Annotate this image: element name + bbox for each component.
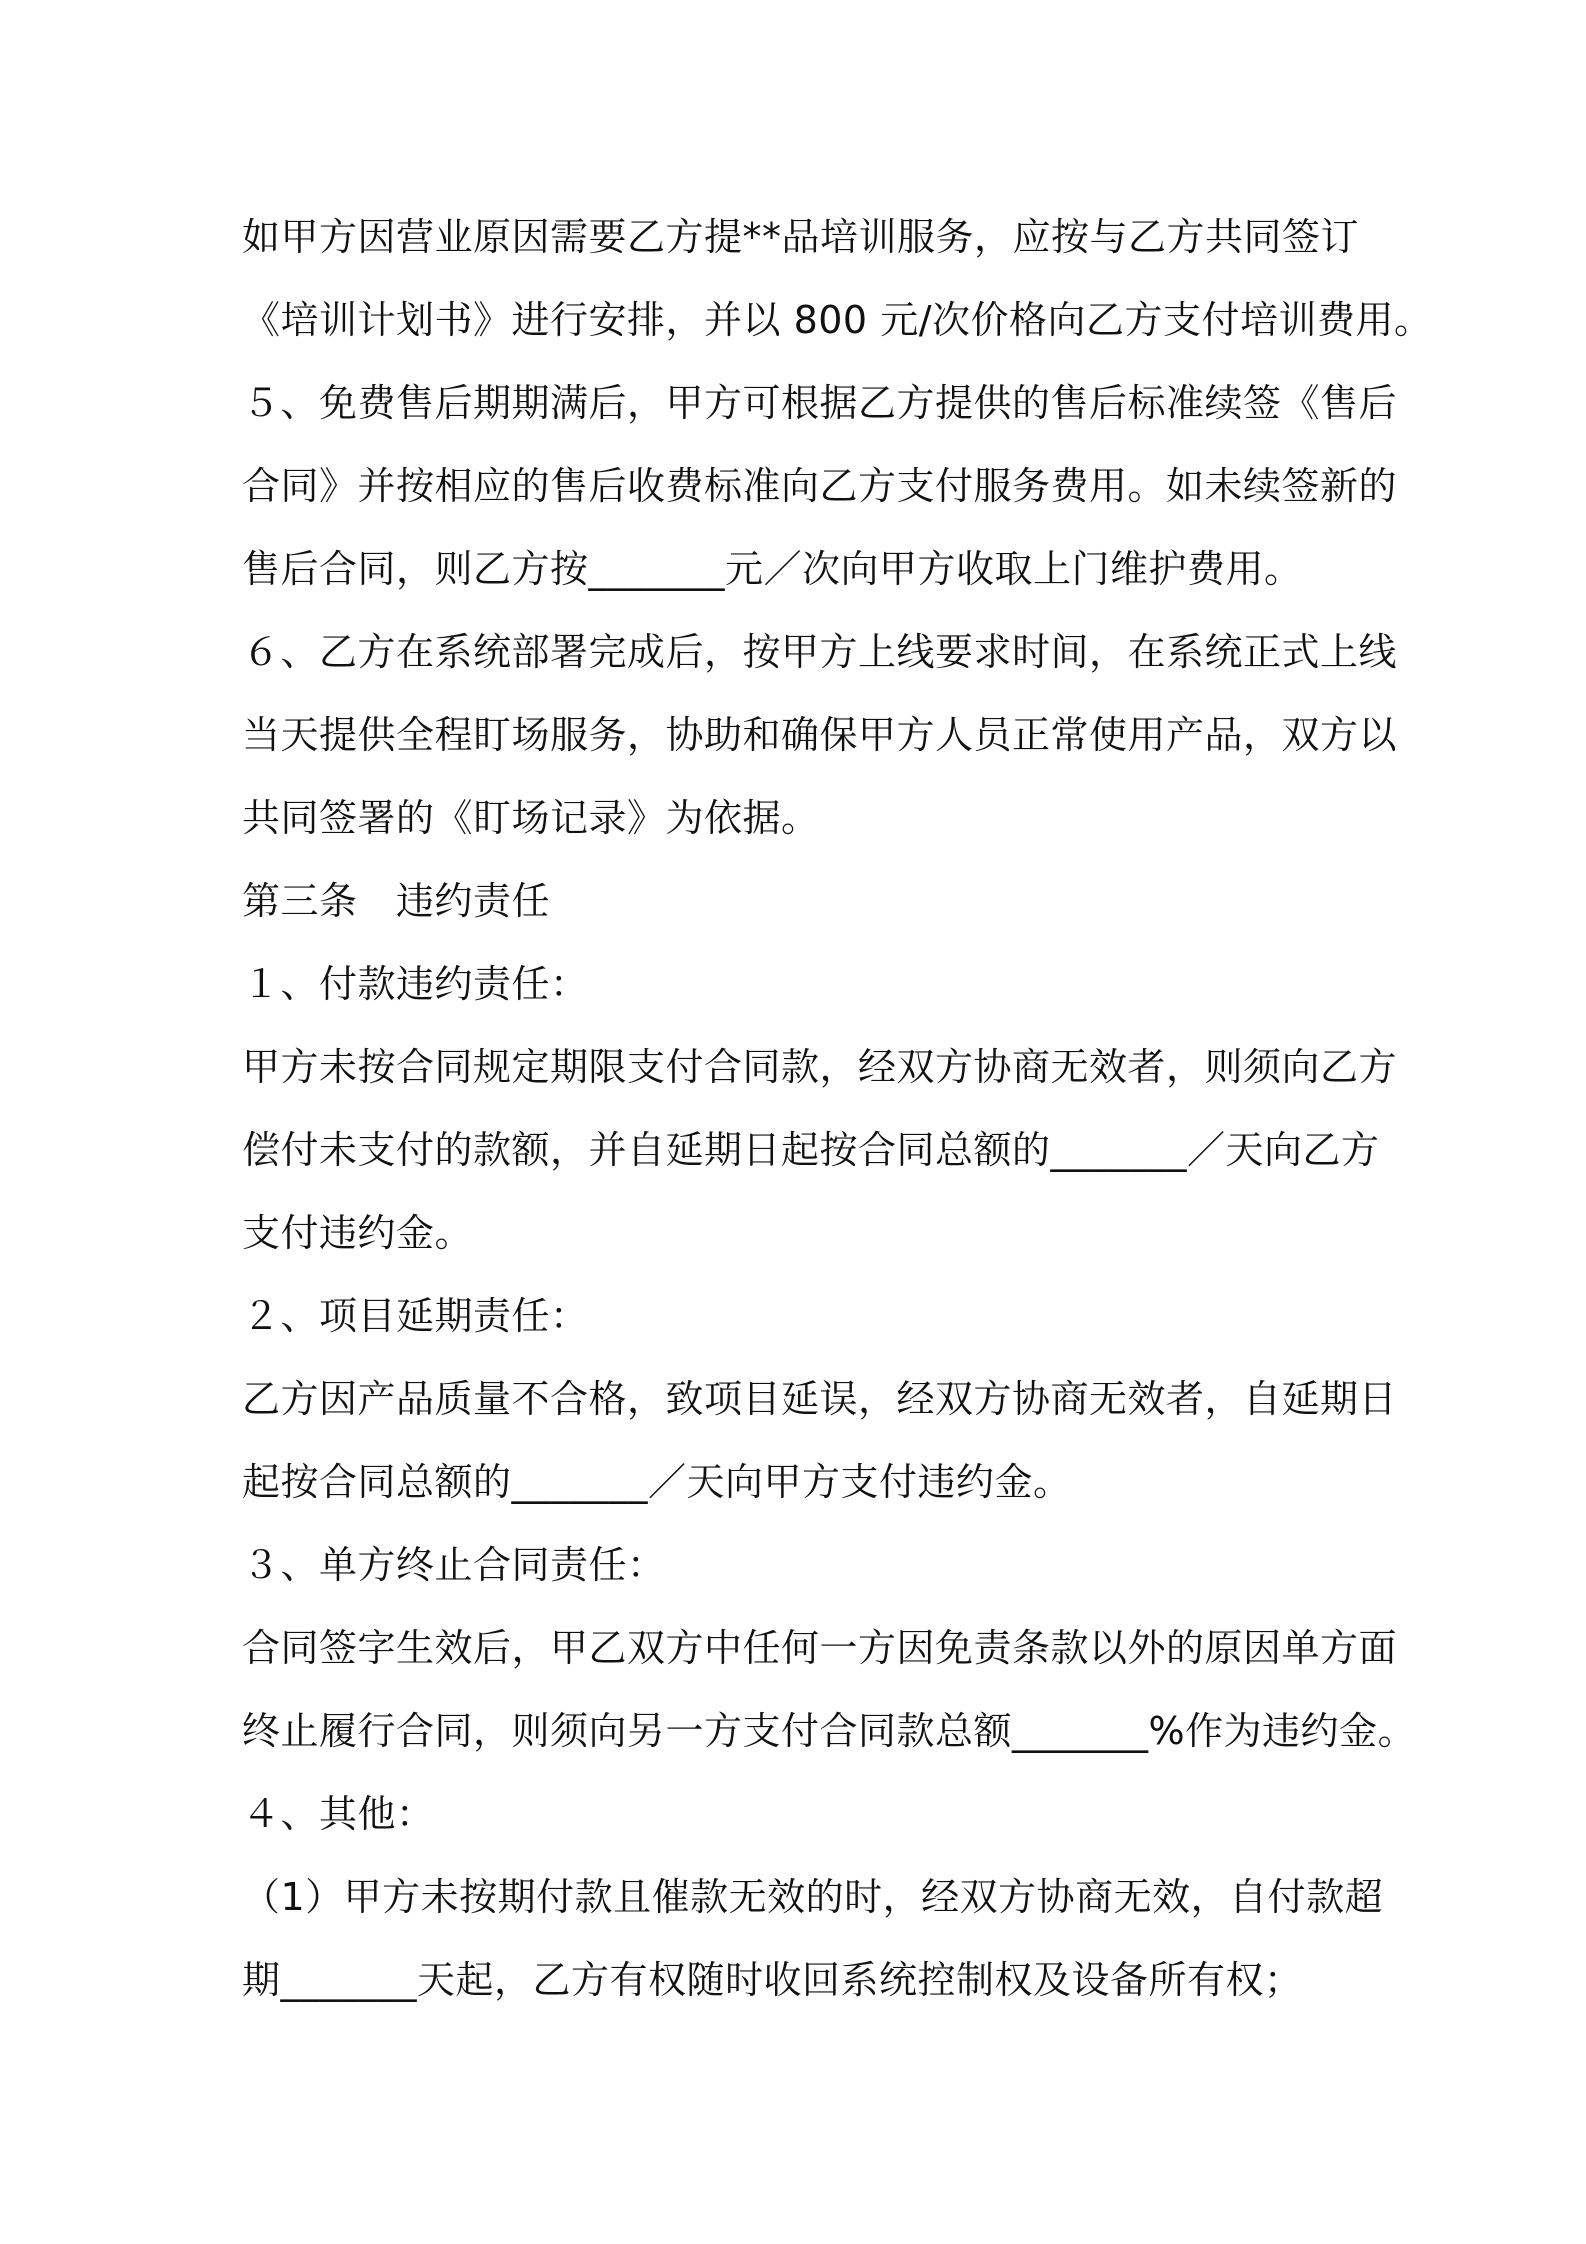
paragraph-line: 当天提供全程盯场服务，协助和确保甲方人员正常使用产品，双方以 xyxy=(242,713,1398,757)
paragraph-line: 偿付未支付的款额，并自延期日起按合同总额的_______／天向乙方 xyxy=(242,1128,1380,1172)
paragraph-line: ６、乙方在系统部署完成后，按甲方上线要求时间，在系统正式上线 xyxy=(242,630,1398,674)
paragraph-line: 甲方未按合同规定期限支付合同款，经双方协商无效者，则须向乙方 xyxy=(242,1045,1398,1089)
paragraph-line: 合同》并按相应的售后收费标准向乙方支付服务费用。如未续签新的 xyxy=(242,464,1398,508)
clause-heading: ４、其他： xyxy=(242,1792,435,1836)
clause-heading: １、付款违约责任： xyxy=(242,962,589,1006)
paragraph-line: 乙方因产品质量不合格，致项目延误，经双方协商无效者，自延期日 xyxy=(242,1377,1398,1421)
section-heading: 第三条 违约责任 xyxy=(242,879,551,923)
paragraph-line: 《培训计划书》进行安排，并以 800 元/次价格向乙方支付培训费用。 xyxy=(242,298,1433,342)
paragraph-line: 如甲方因营业原因需要乙方提**品培训服务，应按与乙方共同签订 xyxy=(242,215,1360,259)
paragraph-line: 售后合同，则乙方按_______元／次向甲方收取上门维护费用。 xyxy=(242,547,1303,591)
paragraph-line: 起按合同总额的_______／天向甲方支付违约金。 xyxy=(242,1460,1072,1504)
paragraph-line: ５、免费售后期期满后，甲方可根据乙方提供的售后标准续签《售后 xyxy=(242,381,1398,425)
paragraph-line: （1）甲方未按期付款且催款无效的时，经双方协商无效，自付款超 xyxy=(242,1875,1384,1919)
clause-heading: ２、项目延期责任： xyxy=(242,1294,589,1338)
clause-heading: ３、单方终止合同责任： xyxy=(242,1543,666,1587)
paragraph-line: 共同签署的《盯场记录》为依据。 xyxy=(242,796,820,840)
document-page xyxy=(242,196,1433,2022)
paragraph-line: 支付违约金。 xyxy=(242,1211,474,1255)
paragraph-line: 终止履行合同，则须向另一方支付合同款总额_______%作为违约金。 xyxy=(242,1709,1417,1753)
paragraph-line: 合同签字生效后，甲乙双方中任何一方因免责条款以外的原因单方面 xyxy=(242,1626,1398,1670)
paragraph-line: 期_______天起，乙方有权随时收回系统控制权及设备所有权； xyxy=(242,1958,1303,2002)
